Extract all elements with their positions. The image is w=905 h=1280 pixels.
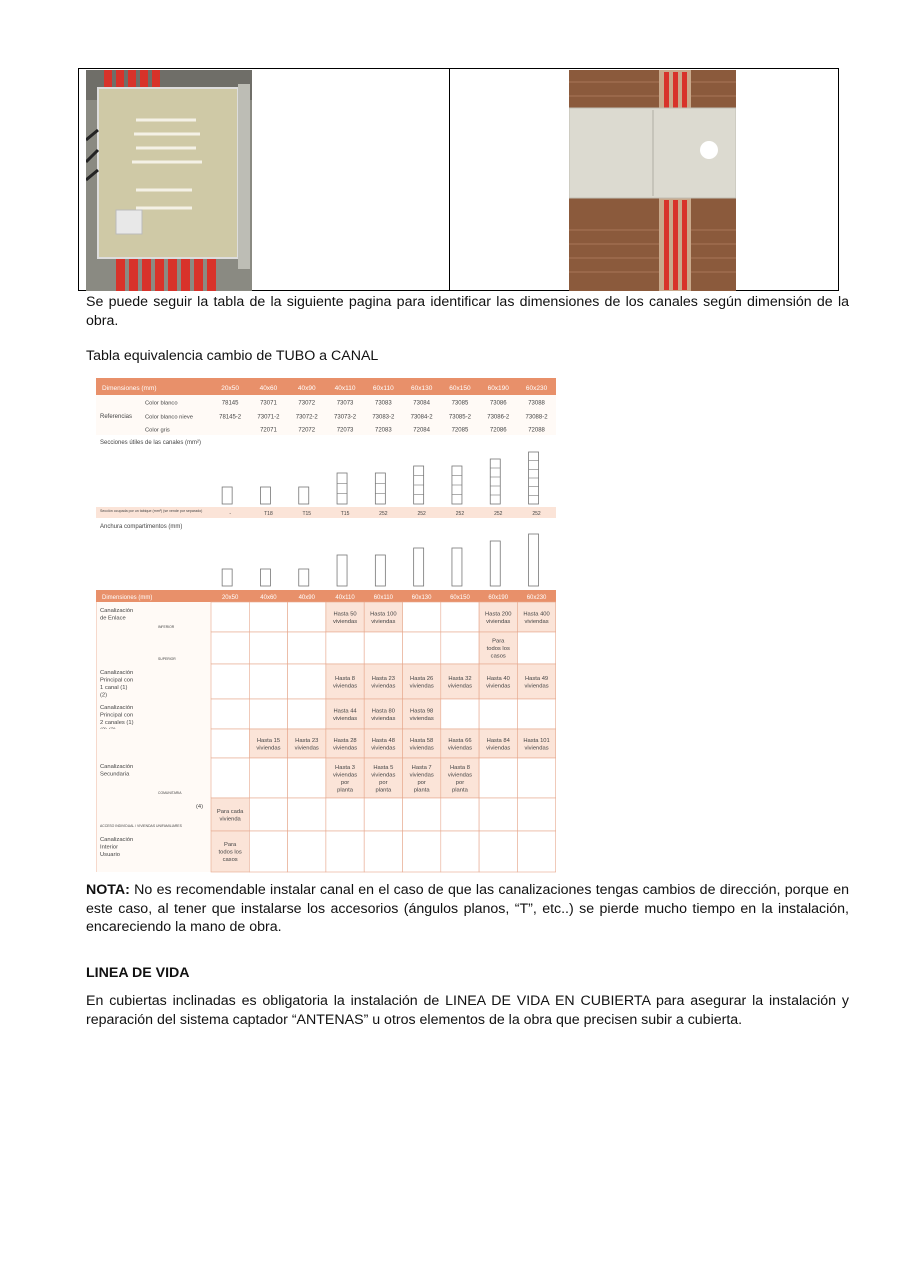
canalizacion-value: todos los (218, 849, 242, 856)
canalizacion-value: viviendas (332, 683, 358, 690)
canalizacion-label: Canalización (100, 705, 134, 711)
canalizacion-label: Canalización (100, 670, 134, 676)
section-diagram (299, 487, 309, 504)
canalizacion-cell (403, 831, 441, 872)
canalizacion-sublabel: COMUNITARIA (158, 791, 182, 795)
anchura-diagram (414, 548, 424, 586)
canalizacion-cell (441, 632, 479, 664)
canalizacion-value: viviendas (409, 772, 434, 779)
canalizacion-cell (326, 831, 364, 872)
seccion-tabique-value: T18 (264, 511, 273, 517)
canalizacion-value: viviendas (371, 715, 396, 722)
canalizacion-cell (288, 798, 326, 831)
ref-color-label: Color blanco (145, 400, 178, 407)
canalizacion-value: Hasta 5 (373, 764, 394, 771)
canalizacion-value: Hasta 8 (449, 764, 470, 771)
canalizacion-label: 2 canales (1) (100, 720, 134, 726)
photo-table (78, 68, 839, 291)
ref-value: 73088 (528, 400, 545, 407)
table-title: Tabla equivalencia cambio de TUBO a CANAL (86, 348, 379, 364)
canalizacion-value: Hasta 400 (523, 611, 550, 618)
ref-value: 73086 (489, 400, 507, 407)
canalizacion-value: casos (222, 857, 238, 864)
anchura-diagram (299, 569, 309, 586)
canalizacion-cell (249, 798, 287, 831)
canalizacion-label-cell (96, 632, 211, 664)
canalizacion-value: planta (337, 787, 353, 794)
canalizacion-cell (211, 699, 249, 729)
ref-value: 78145 (221, 400, 239, 407)
canalizacion-label: Canalización (100, 764, 134, 770)
ref-value: 73071-2 (257, 414, 280, 421)
ref-value: 73071 (260, 400, 277, 407)
canalizacion-label: Usuario (100, 852, 120, 858)
photo-cell-cabinet-closed (450, 69, 838, 290)
canalizacion-value: Hasta 40 (486, 675, 510, 682)
ref-color-label: Color blanco nieve (145, 414, 194, 421)
dimension-40x110: 40x110 (334, 385, 356, 392)
canalizacion-label-cell (96, 729, 211, 758)
canalizacion-cell (288, 632, 326, 664)
canalizacion-value: Hasta 100 (370, 611, 397, 618)
canalizacion-cell (517, 831, 555, 872)
canalizacion-value: Hasta 58 (410, 737, 434, 744)
canalizacion-cell (211, 632, 249, 664)
canalizacion-value: Hasta 66 (448, 737, 472, 744)
canalizacion-value: Hasta 32 (448, 675, 472, 682)
canalizacion-value: viviendas (524, 745, 549, 752)
canalizacion-value: planta (375, 787, 392, 794)
nota-text: No es recomendable instalar canal en el caso de que las canalizaciones tengas cambios de dirección, porque en este caso, al tener que instalarse los accesorios (ángulos planos, “T”, etc..) se pierde mucho tiempo en la instalación, encareciendo la mano de obra. (86, 882, 849, 935)
ref-value: 78145-2 (219, 414, 242, 421)
dimension-60x150: 60x150 (449, 385, 471, 392)
canalizacion-cell (364, 831, 402, 872)
canalizacion-cell (288, 758, 326, 798)
dimensions-label-2: Dimensiones (mm) (102, 595, 153, 601)
canalizacion-sublabel: INFERIOR (158, 625, 175, 629)
section-diagram (260, 487, 270, 504)
canalizacion-value: viviendas (371, 745, 396, 752)
canalizacion-label: Canalización (100, 837, 134, 843)
canalizacion-value: por (379, 779, 388, 786)
anchura-diagram (452, 548, 462, 586)
canalizacion-cell (441, 602, 479, 632)
canalizacion-value: viviendas (447, 745, 473, 752)
ref-value: 73088-2 (525, 414, 548, 421)
canalizacion-value: Hasta 98 (410, 708, 434, 715)
canalizacion-value: viviendas (332, 772, 358, 779)
linea-de-vida-paragraph: En cubiertas inclinadas es obligatoria la instalación de LINEA DE VIDA EN CUBIERTA para asegurar la instalación y reparación del sistema captador “ANTENAS” u otros elementos de la obra que precisen subir a cubierta. (86, 993, 849, 1028)
canalizacion-cell (211, 602, 249, 632)
dimension-2-60x110: 60x110 (373, 595, 393, 601)
dimension-40x60: 40x60 (259, 385, 278, 392)
canalizacion-cell (249, 632, 287, 664)
ref-value: 72083 (375, 427, 392, 434)
canalizacion-value: viviendas (294, 745, 319, 752)
anchura-diagram (375, 555, 385, 586)
ref-value: 73085-2 (448, 414, 471, 421)
canalizacion-cell (288, 831, 326, 872)
canalizacion-value: planta (452, 787, 468, 794)
canalizacion-value: Para (224, 842, 237, 849)
anchura-diagram (260, 569, 270, 586)
canalizacion-value: viviendas (371, 772, 396, 779)
canalizacion-cell (211, 664, 249, 699)
ref-value: 72073 (336, 427, 354, 434)
canalizacion-label: de Enlace (100, 615, 126, 622)
canalizacion-value: Hasta 3 (335, 764, 356, 771)
canalizacion-value: viviendas (332, 715, 358, 722)
canalizacion-sublabel: ACCESO INDIVIDUAL / VIVIENDAS UNIFAMILIARES (100, 824, 182, 828)
nota-paragraph (86, 881, 849, 937)
canalizacion-cell (288, 699, 326, 729)
dimension-20x50: 20x50 (221, 385, 240, 392)
canalizacion-label: 1 canal (1) (100, 685, 128, 691)
dimension-60x190: 60x190 (487, 385, 509, 392)
ref-value: 73083 (375, 400, 392, 407)
canalizacion-value: Hasta 7 (411, 764, 432, 771)
canalizacion-cell (479, 798, 517, 831)
canalizacion-cell (326, 632, 364, 664)
ref-value: 73072 (298, 400, 316, 407)
canalizacion-value: viviendas (256, 745, 281, 752)
dimension-2-40x90: 40x90 (298, 595, 315, 601)
canalizacion-value: por (340, 779, 350, 786)
canalizacion-label: Principal con (100, 677, 134, 684)
canalizacion-cell (479, 758, 517, 798)
canalizacion-value: Hasta 15 (256, 737, 281, 744)
ref-color-label: Color gris (145, 427, 170, 434)
canalizacion-label: Principal con (100, 712, 134, 719)
canalizacion-value: viviendas (486, 683, 511, 690)
canalizacion-cell (249, 758, 287, 798)
referencias-label: Referencias (100, 414, 133, 420)
canalizacion-value: viviendas (447, 683, 473, 690)
ref-value: 73084 (413, 400, 430, 407)
canalizacion-value: Para (492, 638, 505, 645)
canalizacion-cell (441, 699, 479, 729)
section-diagram (222, 487, 232, 504)
dimension-2-60x150: 60x150 (450, 595, 470, 601)
canalizacion-value: viviendas (371, 618, 396, 625)
equivalence-table (96, 378, 556, 874)
canalizacion-value: viviendas (486, 618, 511, 625)
canalizacion-value: Para cada (216, 808, 244, 815)
ref-value: 73072-2 (295, 414, 318, 421)
seccion-tabique-label: Sección ocupada por un tabique (mm²) (se vende por separado) (100, 509, 203, 513)
dimension-60x110: 60x110 (372, 385, 394, 392)
anchura-diagram (337, 555, 347, 586)
dimension-2-60x130: 60x130 (411, 595, 432, 601)
secciones-label: Secciones útiles de las canales (mm²) (100, 440, 202, 446)
dimensions-header-row-2 (96, 590, 556, 602)
canalizacion-cell (517, 758, 555, 798)
canalizacion-value: Hasta 50 (333, 611, 357, 618)
canalizacion-value: viviendas (332, 745, 358, 752)
canalizacion-label: (4) (196, 804, 204, 810)
canalizacion-label: (2) (100, 692, 108, 699)
canalizacion-value: Hasta 44 (333, 708, 357, 715)
canalizacion-value: Hasta 80 (371, 708, 395, 715)
canalizacion-cell (403, 798, 441, 831)
canalizacion-value: Hasta 84 (486, 737, 510, 744)
canalizacion-cell (364, 798, 402, 831)
canalizacion-label: Canalización (100, 608, 134, 614)
seccion-tabique-value: T15 (340, 511, 350, 517)
canalizacion-value: vivienda (219, 816, 241, 823)
canalizacion-value: casos (490, 653, 506, 660)
canalizacion-cell (211, 729, 249, 758)
canalizacion-cell (211, 758, 249, 798)
ref-value: 73073 (336, 400, 354, 407)
canalizacion-cell (249, 831, 287, 872)
ref-value: 73083-2 (372, 414, 395, 421)
canalizacion-value: viviendas (524, 618, 549, 625)
section-diagram (490, 459, 500, 504)
dimension-2-20x50: 20x50 (221, 595, 239, 601)
seccion-tabique-value: 252 (455, 511, 465, 517)
dimension-40x90: 40x90 (297, 385, 316, 392)
canalizacion-sublabel: SUPERIOR (158, 657, 176, 661)
seccion-tabique-value: 252 (532, 511, 541, 517)
canalizacion-cell (288, 602, 326, 632)
ref-value: 72084 (413, 427, 430, 434)
ref-value: 73073-2 (334, 414, 357, 421)
canalizacion-value: Hasta 26 (410, 675, 434, 682)
ref-value: 72088 (528, 427, 545, 434)
canalizacion-cell (441, 798, 479, 831)
seccion-tabique-value: - (229, 511, 231, 517)
ref-value: 72086 (489, 427, 507, 434)
canalizacion-cell (517, 699, 555, 729)
nota-label: NOTA: (86, 882, 130, 898)
cabinet-closed-photo (569, 70, 736, 291)
seccion-tabique-value: 252 (379, 511, 388, 517)
linea-de-vida-heading: LINEA DE VIDA (86, 965, 190, 981)
canalizacion-label: Interior (100, 844, 119, 851)
dimensions-label: Dimensiones (mm) (102, 385, 157, 392)
ref-value: 73085 (451, 400, 469, 407)
canalizacion-value: viviendas (447, 772, 473, 779)
canalizacion-cell (403, 632, 441, 664)
intro-paragraph: Se puede seguir la tabla de la siguiente pagina para identificar las dimensiones de los canales según dimensión de la obra. (86, 294, 849, 329)
canalizacion-cell (249, 699, 287, 729)
canalizacion-cell (403, 602, 441, 632)
anchura-diagram (529, 534, 539, 586)
anchura-diagram (490, 541, 500, 586)
canalizacion-value: todos los (486, 646, 510, 653)
canalizacion-cell (364, 632, 402, 664)
dimension-2-40x60: 40x60 (260, 595, 277, 601)
canalizacion-cell (517, 632, 555, 664)
canalizacion-cell (249, 664, 287, 699)
canalizacion-value: viviendas (332, 618, 358, 625)
ref-value: 72071 (260, 427, 277, 434)
dimension-2-60x190: 60x190 (488, 595, 509, 601)
seccion-tabique-value: 252 (417, 511, 426, 517)
canalizacion-label: Secundaria (100, 771, 130, 778)
canalizacion-value: Hasta 23 (371, 675, 395, 682)
canalizacion-value: planta (413, 787, 430, 794)
canalizacion-value: Hasta 23 (295, 737, 319, 744)
anchura-diagram (222, 569, 232, 586)
ref-value: 72072 (298, 427, 316, 434)
photo-cell-cabinet-open (79, 69, 450, 290)
canalizacion-cell (326, 798, 364, 831)
dimension-2-40x110: 40x110 (335, 595, 355, 601)
dimension-60x130: 60x130 (410, 385, 433, 392)
canalizacion-value: viviendas (486, 745, 511, 752)
canalizacion-value: viviendas (371, 683, 396, 690)
cabinet-open-photo (86, 70, 252, 291)
canalizacion-cell (517, 798, 555, 831)
canalizacion-value: viviendas (409, 715, 434, 722)
canalizacion-value: viviendas (409, 745, 434, 752)
dimension-60x230: 60x230 (525, 385, 548, 392)
canalizacion-cell (479, 831, 517, 872)
seccion-tabique-value: 252 (494, 511, 503, 517)
ref-value: 72085 (451, 427, 469, 434)
canalizacion-value: Hasta 48 (371, 737, 395, 744)
canalizacion-cell (441, 831, 479, 872)
seccion-tabique-value: T15 (302, 511, 312, 517)
ref-value: 73084-2 (410, 414, 433, 421)
canalizacion-value: por (455, 779, 465, 786)
canalizacion-value: Hasta 28 (333, 737, 357, 744)
canalizacion-value: por (417, 779, 426, 786)
canalizacion-cell (249, 602, 287, 632)
canalizacion-value: viviendas (524, 683, 549, 690)
dimension-2-60x230: 60x230 (526, 595, 547, 601)
canalizacion-value: Hasta 49 (524, 675, 549, 682)
section-diagram (375, 473, 385, 504)
ref-value: 73086-2 (487, 414, 510, 421)
canalizacion-cell (288, 664, 326, 699)
canalizacion-value: Hasta 200 (485, 611, 512, 618)
canalizacion-value: Hasta 101 (523, 737, 550, 744)
section-diagram (337, 473, 347, 504)
canalizacion-value: viviendas (409, 683, 434, 690)
anchura-label: Anchura compartimentos (mm) (100, 524, 183, 530)
canalizacion-value: Hasta 8 (335, 675, 356, 682)
canalizacion-cell (479, 699, 517, 729)
